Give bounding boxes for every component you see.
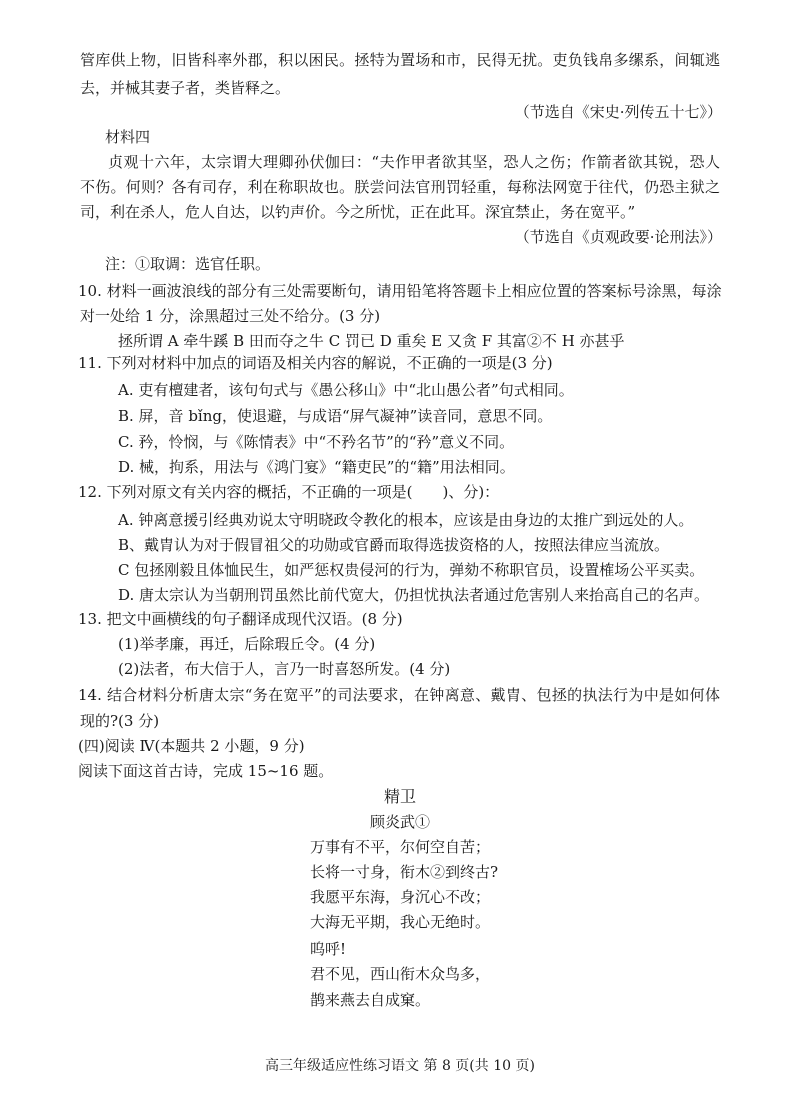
material4-line-2: 不伤。何则？各有司存，利在称职故也。朕尝问法官刑罚轻重，每称法网宽于往代，仍恐主狱之: [80, 178, 720, 196]
section4-instruction: 阅读下面这首古诗，完成 15~16 题。: [78, 762, 334, 780]
poem-author: 顾炎武①: [369, 813, 430, 831]
q12-option-a: A. 钟离意援引经典劝说太守明晓政令教化的根本，应该是由身边的太推广到远处的人。: [118, 511, 694, 529]
q12-option-c: C 包拯刚毅且体恤民生，如严惩权贵侵河的行为，弹劾不称职官员，设置榷场公平买卖。: [118, 561, 705, 579]
q10-line-2: 对一处给 1 分，涂黑超过三处不给分。(3 分): [80, 307, 381, 325]
q12-option-b: B、戴胄认为对于假冒祖父的功勋或官爵而取得选拔资格的人，按照法律应当流放。: [118, 536, 670, 554]
poem-line: 鹊来燕去自成窠。: [310, 991, 431, 1009]
q11-option-a: A. 吏有檀建者，该句句式与《愚公移山》中“北山愚公者”句式相同。: [118, 381, 574, 399]
q11-option-b: B. 屏，音 bǐng，使退避，与成语“屏气凝神”读音同，意思不同。: [118, 407, 553, 425]
q14-line-2: 现的?(3 分): [80, 712, 160, 730]
material4-note: 注：①取调：选官任职。: [105, 255, 271, 273]
poem-line: 大海无平期，我心无绝时。: [310, 913, 491, 931]
poem-line: 我愿平东海，身沉心不改；: [310, 888, 491, 906]
q13-sentence-2: (2)法者，布大信于人，言乃一时喜怒所发。(4 分): [118, 660, 451, 678]
q11-option-c: C. 矜，怜悯，与《陈情表》中“不矜名节”的“矜”意义不同。: [118, 433, 515, 451]
q11-stem: 11. 下列对材料中加点的词语及相关内容的解说，不正确的一项是(3 分): [78, 354, 553, 372]
poem-line: 呜呼!: [310, 940, 347, 958]
poem-title: 精卫: [383, 787, 416, 806]
material4-source: （节选自《贞观政要·论刑法》）: [514, 228, 722, 246]
q12-stem: 12. 下列对原文有关内容的概括，不正确的一项是( )、分)：: [78, 483, 500, 501]
poem-line: 君不见，西山衔木众鸟多，: [310, 965, 491, 983]
q13-sentence-1: (1)举孝廉，再迁，后除瑕丘令。(4 分): [118, 635, 376, 653]
material3-line-2: 去，并械其妻子者，类皆释之。: [80, 79, 291, 97]
material3-line-1: 管库供上物，旧皆科率外郡，积以困民。拯特为置场和市，民得无扰。吏负钱帛多缧系，间辄逃: [80, 51, 720, 69]
poem-line: 万事有不平，尔何空自苦；: [310, 838, 491, 856]
material4-line-1: 贞观十六年，太宗谓大理卿孙伏伽曰：“夫作甲者欲其坚，恐人之伤；作箭者欲其锐，恐人: [108, 153, 720, 171]
material4-line-3: 司，利在杀人，危人自达，以钓声价。今之所忧，正在此耳。深宜禁止，务在宽平。”: [80, 203, 636, 221]
material4-heading: 材料四: [105, 128, 151, 146]
q10-line-1: 10. 材料一画波浪线的部分有三处需要断句，请用铅笔将答题卡上相应位置的答案标号涂黑，每涂: [78, 282, 722, 300]
q11-option-d: D. 械，拘系，用法与《鸿门宴》“籍吏民”的“籍”用法相同。: [118, 458, 515, 476]
q12-option-d: D. 唐太宗认为当朝刑罚虽然比前代宽大，仍担忧执法者通过危害别人来抬高自己的名声。: [118, 586, 710, 604]
q13-stem: 13. 把文中画横线的句子翻译成现代汉语。(8 分): [78, 610, 403, 628]
q14-line-1: 14. 结合材料分析唐太宗“务在宽平”的司法要求，在钟离意、戴胄、包拯的执法行为中是如何体: [78, 686, 720, 704]
q10-breakpoints: 拯所谓 A 牵牛蹊 B 田而夺之牛 C 罚已 D 重矣 E 又贪 F 其富②不 H 亦甚乎: [118, 332, 625, 350]
section4-heading: (四)阅读 Ⅳ(本题共 2 小题，9 分): [78, 737, 305, 755]
material3-source: （节选自《宋史·列传五十七》）: [514, 103, 722, 121]
page-footer: 高三年级适应性练习语文 第 8 页(共 10 页): [265, 1058, 535, 1074]
poem-line: 长将一寸身，衔木②到终古?: [310, 863, 499, 881]
